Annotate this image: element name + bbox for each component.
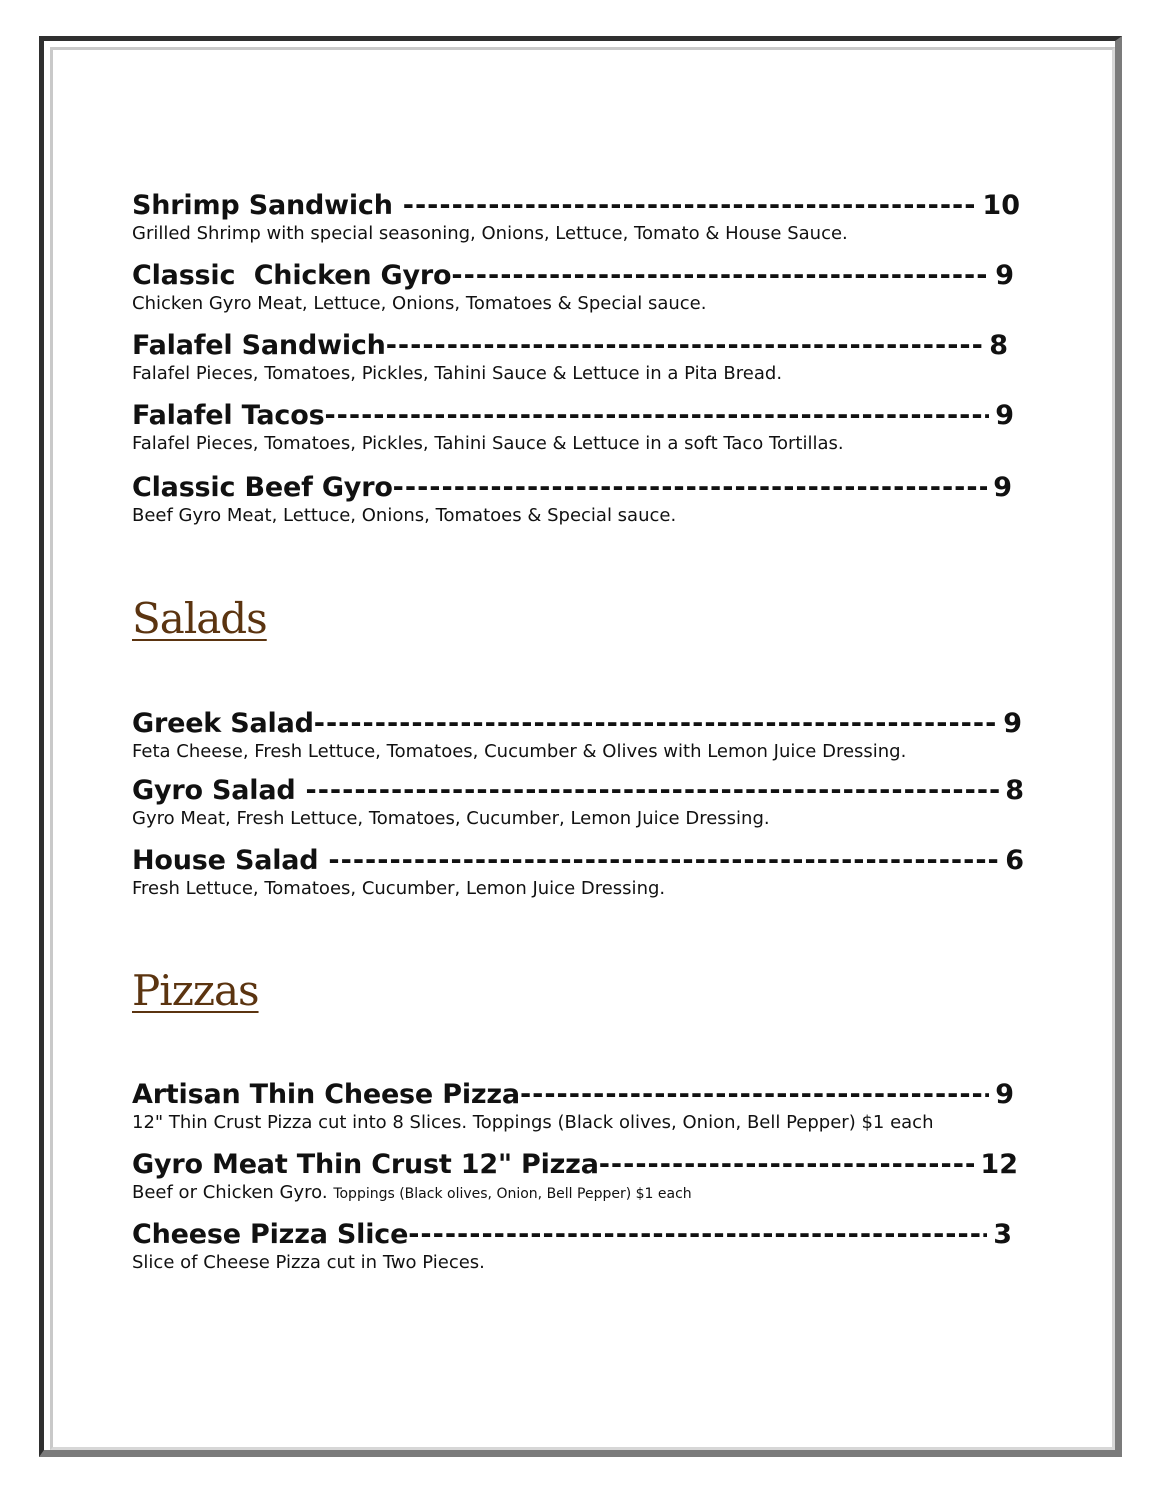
item-description-note: Toppings (Black olives, Onion, Bell Pepper) $1 each <box>333 1186 692 1202</box>
item-price: 12 <box>980 1149 1018 1180</box>
item-price: 9 <box>1003 708 1022 739</box>
item-name: Gyro Meat Thin Crust 12" Pizza <box>132 1149 599 1180</box>
menu-item-cheese-pizza-slice <box>132 1219 1012 1274</box>
item-description: Falafel Pieces, Tomatoes, Pickles, Tahini Sauce & Lettuce in a soft Taco Tortillas. <box>132 433 844 454</box>
item-description: Feta Cheese, Fresh Lettuce, Tomatoes, Cucumber & Olives with Lemon Juice Dressing. <box>132 741 907 762</box>
item-description-main: Beef or Chicken Gyro. <box>132 1182 328 1203</box>
menu-item-gyro-meat-thin-crust-pizza <box>132 1149 1018 1205</box>
item-line <box>132 1149 1018 1181</box>
dot-leader <box>393 472 988 504</box>
item-name: Shrimp Sandwich <box>132 190 393 221</box>
item-name: Falafel Sandwich <box>132 330 386 361</box>
item-name: Artisan Thin Cheese Pizza <box>132 1079 520 1110</box>
menu-item-shrimp-sandwich <box>132 190 1020 245</box>
item-line <box>132 1079 1014 1111</box>
item-name: Classic Beef Gyro <box>132 472 393 503</box>
dot-leader <box>324 400 989 432</box>
dot-leader <box>393 190 977 222</box>
item-price: 9 <box>995 400 1014 431</box>
item-line <box>132 190 1020 222</box>
item-name: Gyro Salad <box>132 775 296 806</box>
item-name: House Salad <box>132 845 319 876</box>
dot-leader <box>318 845 999 877</box>
item-price: 8 <box>989 330 1008 361</box>
dot-leader <box>520 1079 989 1111</box>
item-line <box>132 330 1008 362</box>
item-description: 12" Thin Crust Pizza cut into 8 Slices. Toppings (Black olives, Onion, Bell Pepper) $1 each <box>132 1112 934 1133</box>
menu-item-gyro-salad <box>132 775 1024 830</box>
item-name: Greek Salad <box>132 708 314 739</box>
item-description: Grilled Shrimp with special seasoning, Onions, Lettuce, Tomato & House Sauce. <box>132 223 848 244</box>
item-description: Gyro Meat, Fresh Lettuce, Tomatoes, Cucumber, Lemon Juice Dressing. <box>132 808 770 829</box>
item-line <box>132 1219 1012 1251</box>
item-line <box>132 845 1024 877</box>
item-price: 9 <box>995 260 1014 291</box>
dot-leader <box>386 330 983 362</box>
item-price: 10 <box>982 190 1020 221</box>
item-description: Falafel Pieces, Tomatoes, Pickles, Tahini Sauce & Lettuce in a Pita Bread. <box>132 363 783 384</box>
dot-leader <box>451 260 989 292</box>
item-line <box>132 400 1014 432</box>
item-price: 9 <box>995 1079 1014 1110</box>
item-description: Slice of Cheese Pizza cut in Two Pieces. <box>132 1252 485 1273</box>
item-price: 8 <box>1005 775 1024 806</box>
item-price: 3 <box>993 1219 1012 1250</box>
menu-item-artisan-thin-cheese-pizza <box>132 1079 1014 1134</box>
menu-item-falafel-tacos <box>132 400 1014 455</box>
item-name: Falafel Tacos <box>132 400 325 431</box>
menu-item-classic-beef-gyro <box>132 472 1012 527</box>
dot-leader <box>599 1149 975 1181</box>
menu-item-greek-salad <box>132 708 1022 763</box>
item-description: Chicken Gyro Meat, Lettuce, Onions, Tomatoes & Special sauce. <box>132 293 707 314</box>
menu-item-house-salad <box>132 845 1024 900</box>
item-description: Fresh Lettuce, Tomatoes, Cucumber, Lemon Juice Dressing. <box>132 878 666 899</box>
menu-item-falafel-sandwich <box>132 330 1008 385</box>
item-price: 9 <box>993 472 1012 503</box>
section-heading-pizzas: Pizzas <box>132 966 259 1015</box>
item-price: 6 <box>1005 845 1024 876</box>
item-line <box>132 708 1022 740</box>
section-heading-salads: Salads <box>132 594 267 643</box>
item-description <box>132 1182 1018 1205</box>
item-description: Beef Gyro Meat, Lettuce, Onions, Tomatoes & Special sauce. <box>132 505 677 526</box>
menu-item-classic-chicken-gyro <box>132 260 1014 315</box>
dot-leader <box>296 775 1000 807</box>
item-name: Cheese Pizza Slice <box>132 1219 409 1250</box>
dot-leader <box>314 708 997 740</box>
item-line <box>132 775 1024 807</box>
item-line <box>132 472 1012 504</box>
item-line <box>132 260 1014 292</box>
dot-leader <box>408 1219 987 1251</box>
item-name: Classic Chicken Gyro <box>132 260 452 291</box>
